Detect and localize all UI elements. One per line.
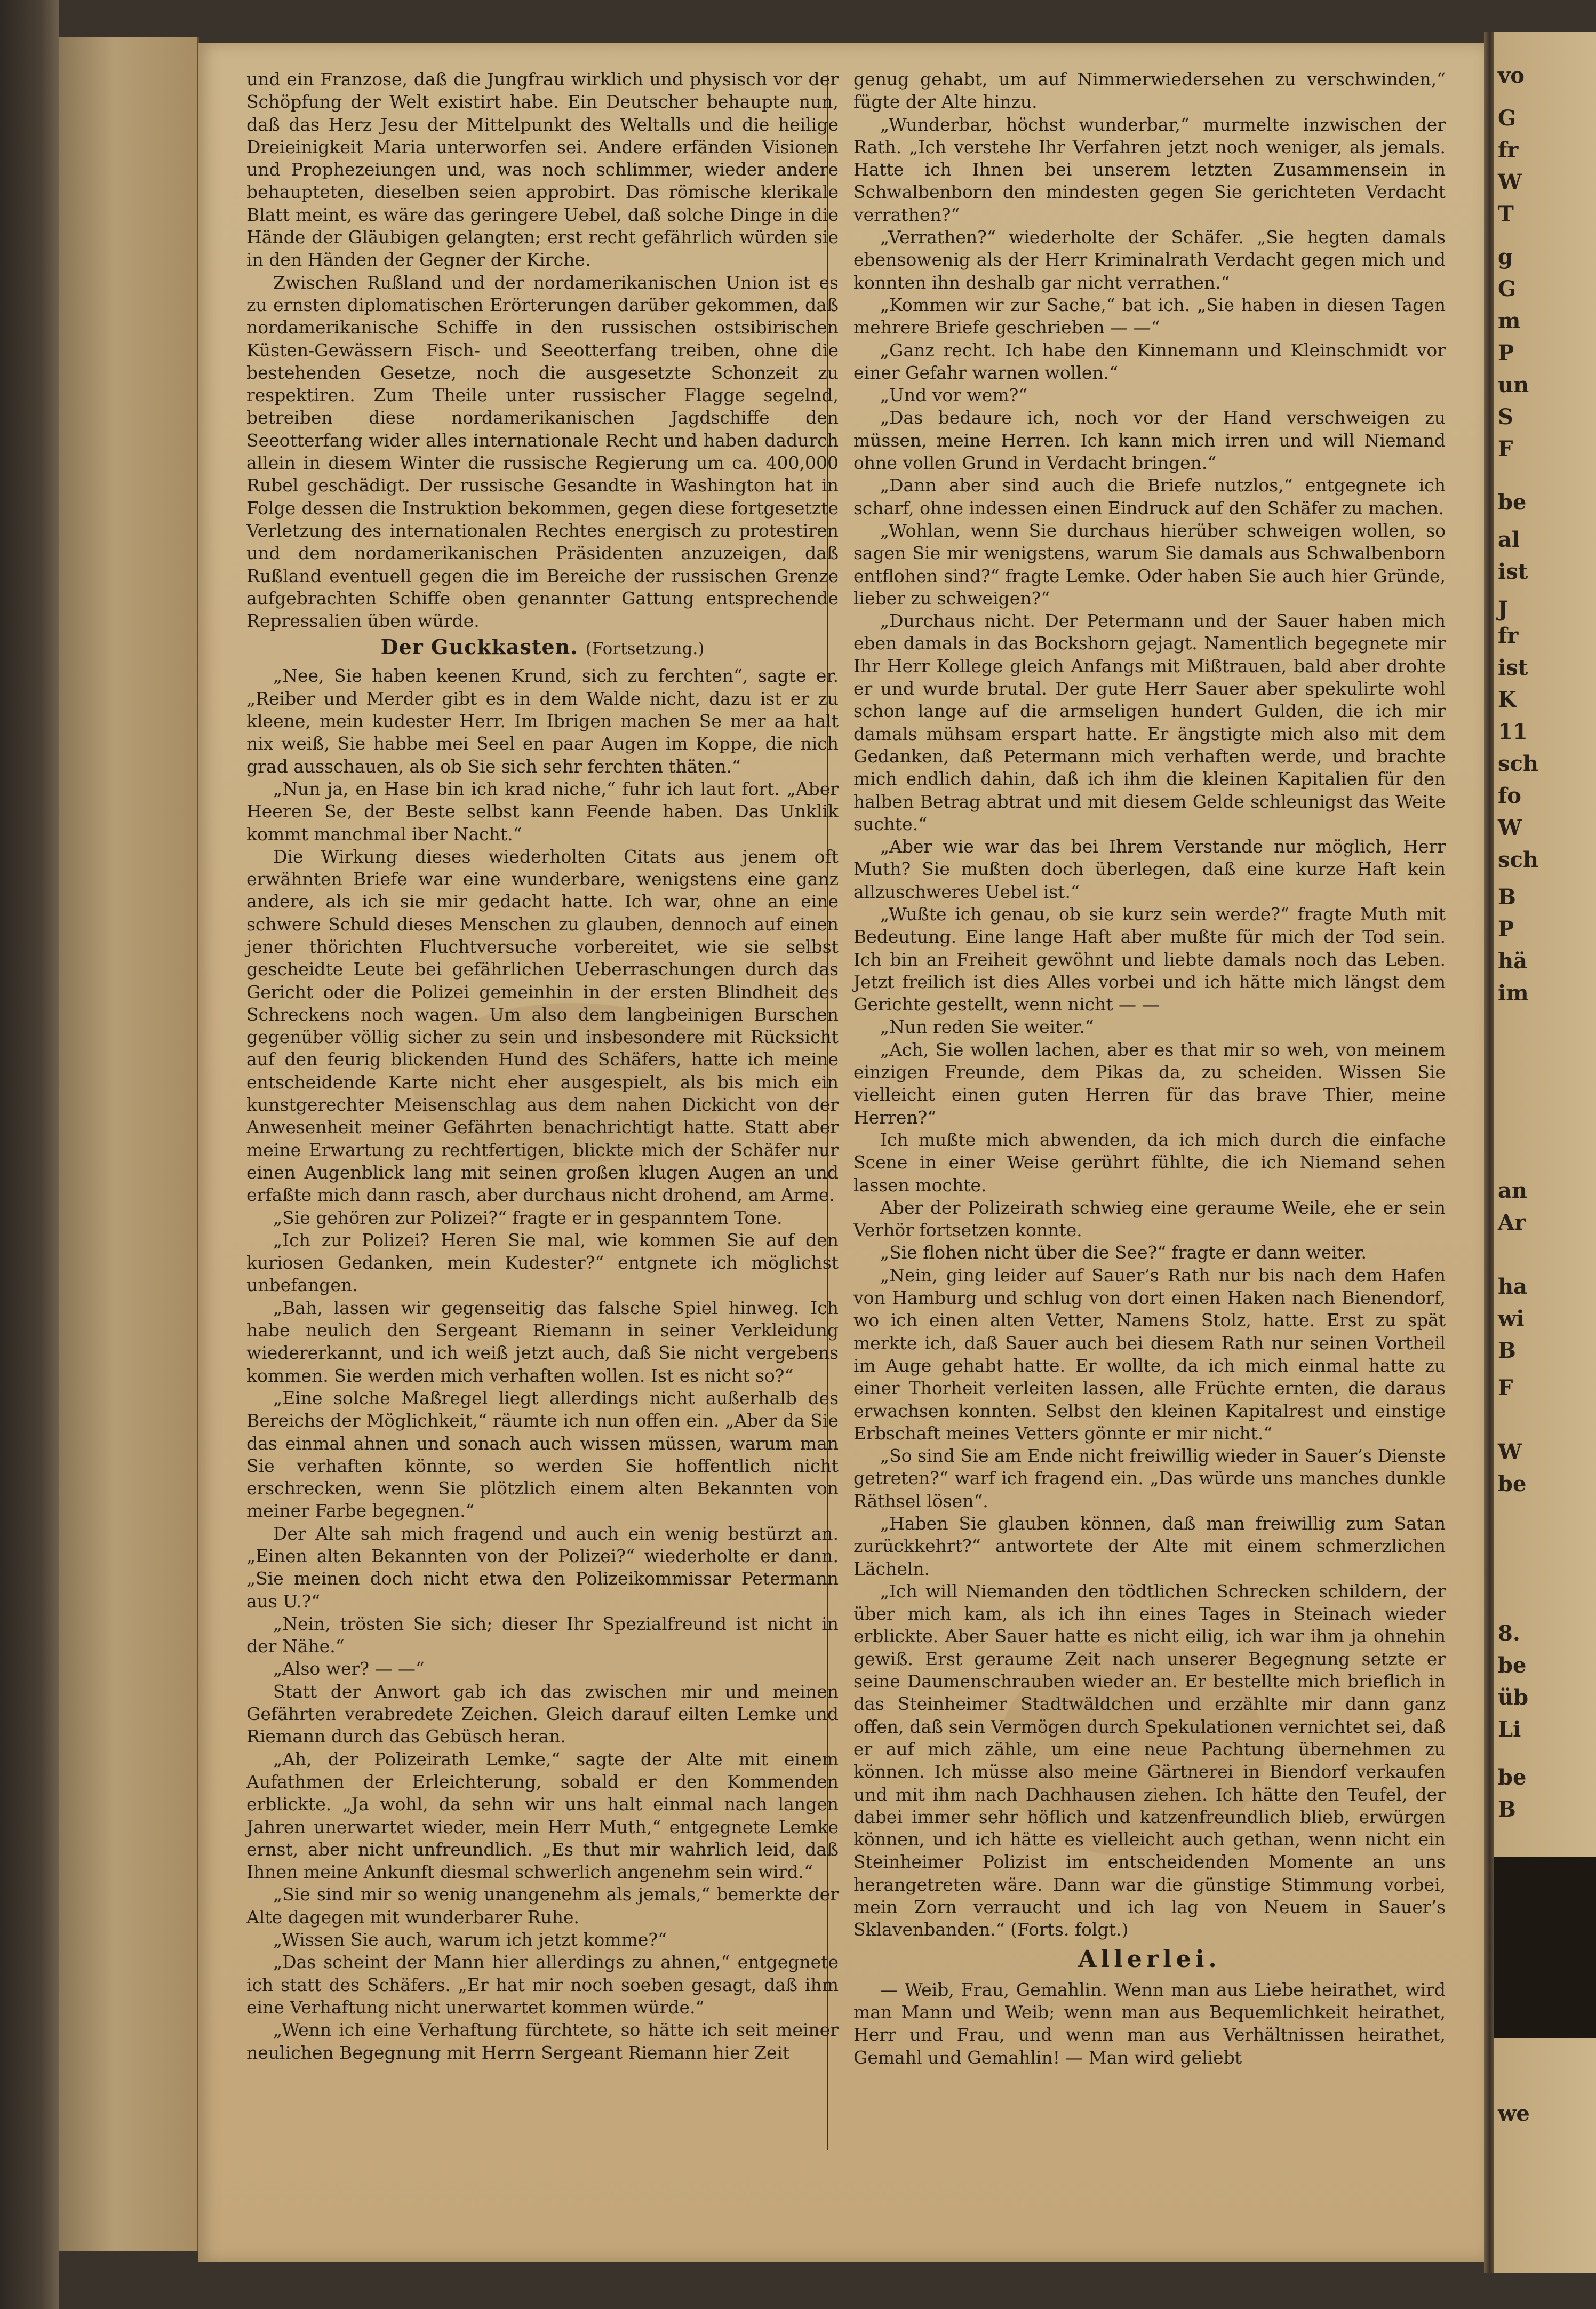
fragment-text: F xyxy=(1498,1375,1513,1400)
fragment-text: G xyxy=(1498,276,1517,301)
paragraph: „Eine solche Maßregel liegt allerdings nicht außerhalb des Bereichs der Möglichkeit,“ räumte ich nun offen ein. „Aber da Sie das einmal ahnen und sonach auch wissen müssen, warum man Sie verhaften könnte, so werden Sie hoffentlich nicht erschrecken, wenn Sie plötzlich einem alten Bekannten von meiner Farbe begegnen.“ xyxy=(246,1387,839,1522)
paragraph: „Kommen wir zur Sache,“ bat ich. „Sie haben in diesen Tagen mehrere Briefe geschrieben — —“ xyxy=(853,294,1446,338)
fragment-text: we xyxy=(1498,2101,1530,2126)
paragraph: „Wissen Sie auch, warum ich jetzt komme?“ xyxy=(273,1929,667,1950)
paragraph: und ein Franzose, daß die Jungfrau wirklich und physisch vor der Schöpfung der Welt existirt habe. Ein Deutscher behaupte nun, daß das Herz Jesu der Mittelpunkt des Weltalls und die heilige Dreieinigkeit Maria unterworfen sei. Andere erfänden Visionen und Prophezeiungen und, was noch schlimmer, wieder andere behaupteten, dieselben seien approbirt. Das römische klerikale Blatt meint, es wäre das geringere Uebel, daß solche Dinge in die Hände der Gläubigen gelangten; erst recht gefährlich würden sie in den Händen der Gegner der Kirche. xyxy=(246,69,839,270)
fragment-text: hä xyxy=(1498,949,1527,974)
left-column xyxy=(246,68,839,2064)
fragment-text: fr xyxy=(1498,623,1519,648)
fragment-text: an xyxy=(1498,1178,1527,1203)
book-binding xyxy=(0,0,59,2309)
fragment-text: sch xyxy=(1498,847,1538,872)
fragment-text: W xyxy=(1498,170,1522,195)
paragraph: „Das bedaure ich, noch vor der Hand verschweigen zu müssen, meine Herren. Ich kann mich irren und will Niemand ohne vollen Grund in Verdacht bringen.“ xyxy=(853,407,1446,474)
fragment-text: be xyxy=(1498,1471,1527,1496)
paragraph: Der Alte sah mich fragend und auch ein wenig bestürzt an. „Einen alten Bekannten von der Polizei?“ wiederholte er dann. „Sie meinen doch nicht etwa den Polizeikommissar Petermann aus U.?“ xyxy=(246,1523,839,1612)
paragraph: „Wußte ich genau, ob sie kurz sein werde?“ fragte Muth mit Bedeutung. Eine lange Haft aber mußte für mich der Tod sein. Ich bin an Freiheit gewöhnt und liebte damals noch das Leben. Jetzt freilich ist dies Alles vorbei und ich hätte mich längst dem Gerichte gestellt, wenn nicht — — xyxy=(853,903,1446,1015)
paragraph: „Durchaus nicht. Der Petermann und der Sauer haben mich eben damals in das Bockshorn gejagt. Namentlich begegnete mir Ihr Herr Kollege gleich Anfangs mit Mißtrauen, bald aber drohte er und wurde brutal. Der gute Herr Sauer aber spekulirte wohl schon lange auf die armseligen hundert Gulden, die ich mir damals mühsam erspart hatte. Er ängstigte mich also mit dem Gedanken, daß Petermann mich verhaften werde, und brachte mich endlich dahin, daß ich ihm die kleinen Kapitalien für den halben Betrag abtrat und mit diesem Gelde schleunigst das Weite suchte.“ xyxy=(853,610,1446,834)
paragraph: „Nun reden Sie weiter.“ xyxy=(880,1016,1094,1038)
intro-text xyxy=(246,68,839,632)
paragraph: „Sie flohen nicht über die See?“ fragte er dann weiter. xyxy=(880,1242,1367,1263)
paragraph: „Haben Sie glauben können, daß man freiwillig zum Satan zurückkehrt?“ antwortete der Alte mit einem schmerzlichen Lächeln. xyxy=(853,1513,1446,1579)
next-page-dark-image xyxy=(1494,1857,1596,2038)
fragment-text: fr xyxy=(1498,138,1519,163)
right-column xyxy=(853,68,1446,2069)
article-title: Der Guckkasten. xyxy=(380,635,578,659)
paragraph: genug gehabt, um auf Nimmerwiedersehen zu verschwinden,“ fügte der Alte hinzu. xyxy=(853,69,1446,113)
fragment-text: J xyxy=(1498,596,1508,622)
story-text xyxy=(853,68,1446,1941)
fragment-text: be xyxy=(1498,1765,1527,1790)
fragment-text: ist xyxy=(1498,559,1528,584)
fragment-text: B xyxy=(1498,885,1516,910)
paragraph: „Nein, ging leider auf Sauer’s Rath nur bis nach dem Hafen von Hamburg und schlug von dort einen Haken nach Bienendorf, wo ich einen alten Vetter, Namens Stolz, hatte. Erst zu spät merkte ich, daß Sauer auch bei diesem Rath nur seinen Vortheil im Auge gehabt hatte. Er wollte, da ich mich einmal hatte zu einer Thorheit verleiten lassen, alle Früchte ernten, die daraus erwachsen konnten. Selbst den kleinen Kapitalrest und einstige Erbschaft meines Vetters gönnte er mir nicht.“ xyxy=(853,1264,1446,1444)
paragraph: Aber der Polizeirath schwieg eine geraume Weile, ehe er sein Verhör fortsetzen konnte. xyxy=(853,1197,1446,1241)
fragment-text: m xyxy=(1498,308,1521,333)
fragment-text: un xyxy=(1498,372,1529,397)
fragment-text: wi xyxy=(1498,1306,1525,1331)
paragraph: Statt der Anwort gab ich das zwischen mir und meinen Gefährten verabredete Zeichen. Gleich darauf eilten Lemke und Riemann durch das Gebüsch heran. xyxy=(246,1681,839,1747)
fragment-text: Ar xyxy=(1498,1210,1526,1235)
fragment-text: fo xyxy=(1498,783,1521,808)
paragraph: „Bah, lassen wir gegenseitig das falsche Spiel hinweg. Ich habe neulich den Sergeant Riemann in seiner Verkleidung wiedererkannt, und ich weiß jetzt auch, daß Sie nicht vergebens kommen. Sie werden mich verhaften wollen. Ist es nicht so?“ xyxy=(246,1297,839,1386)
paragraph: „Aber wie war das bei Ihrem Verstande nur möglich, Herr Muth? Sie mußten doch überlegen, daß eine kurze Haft kein allzuschweres Uebel ist.“ xyxy=(853,836,1446,902)
paragraph: „Ich zur Polizei? Heren Sie mal, wie kommen Sie auf den kuriosen Gedanken, mein Kudester?“ entgnete ich möglichst unbefangen. xyxy=(246,1229,839,1296)
paragraph: „Ach, Sie wollen lachen, aber es that mir so weh, von meinem einzigen Freunde, dem Pikas da, zu scheiden. Wissen Sie vielleicht einen guten Herren für das brave Thier, meine Herren?“ xyxy=(853,1039,1446,1128)
paragraph: „Ich will Niemanden den tödtlichen Schrecken schildern, der über mich kam, als ich ihn eines Tages in Steinach wieder erblickte. Aber Sauer hatte es nicht eilig, ich war ihm ja ohnehin gewiß. Erst geraume Zeit nach unserer Begegnung setzte er seine Daumenschrauben wieder an. Er bestellte mich brieflich in das Steinheimer Stadtwäldchen und erzählte mir dann ganz offen, daß sein Vermögen durch Spekulationen vernichtet sei, daß er auf mich zähle, um eine neue Pachtung übernehmen zu können. Ich müsse also meine Gärtnerei in Biendorf verkaufen und mit ihm nach Dachhausen ziehen. Ich hätte den Teufel, der dabei immer sehr höflich und katzenfreundlich blieb, erwürgen können, und ich hätte es vielleicht auch gethan, wenn nicht ein Steinheimer Polizist im entscheidenden Momente an uns herangetreten wäre. Dann war die günstige Stimmung vorbei, mein Zorn verraucht und ich lag von Neuem in Sauer’s Sklavenbanden.“ (Forts. folgt.) xyxy=(853,1580,1446,1940)
paragraph: Ich mußte mich abwenden, da ich mich durch die einfache Scene in einer Weise gerührt fühlte, die ich Niemand sehen lassen mochte. xyxy=(853,1129,1446,1196)
paragraph: „Und vor wem?“ xyxy=(880,385,1028,406)
next-page-edge xyxy=(1494,32,1596,2273)
fragment-text: vo xyxy=(1498,63,1525,88)
fragment-text: im xyxy=(1498,981,1529,1006)
paragraph: „Sie gehören zur Polizei?“ fragte er in gespanntem Tone. xyxy=(273,1207,783,1228)
fragment-text: be xyxy=(1498,1653,1527,1678)
paragraph: Zwischen Rußland und der nordamerikanischen Union ist es zu ernsten diplomatischen Erörterungen darüber gekommen, daß nordamerikanische Schiffe in den russischen ostsibirischen Küsten-Gewässern Fisch- und Seeotterfang treiben, ohne die bestehenden Gesetze, noch die ausgesetzte Schonzeit zu respektiren. Zum Theile unter russischer Flagge segelnd, betreiben diese nordamerikanischen Jagdschiffe den Seeotterfang wider alles internationale Recht und haben dadurch allein in diesem Winter die russische Regierung um ca. 400,000 Rubel geschädigt. Der russische Gesandte in Washington hat in Folge dessen die Instruktion bekommen, gegen diese fortgesetzte Verletzung des internationalen Rechtes energisch zu protestiren und dem nordamerikanischen Präsidenten anzuzeigen, daß Rußland eventuell gegen die im Bereiche der russischen Grenze aufgebrachten Schiffe oben genannter Gattung entsprechende Repressalien üben würde. xyxy=(246,272,839,632)
allerlei-paragraph: — Weib, Frau, Gemahlin. Wenn man aus Liebe heirathet, wird man Mann und Weib; wenn man aus Bequemlichkeit heirathet, Herr und Frau, und wenn man aus Verhältnissen heirathet, Gemahl und Gemahlin! — Man wird geliebt xyxy=(853,1979,1446,2068)
fragment-text: 8. xyxy=(1498,1621,1520,1646)
paragraph: „Wunderbar, höchst wunderbar,“ murmelte inzwischen der Rath. „Ich verstehe Ihr Verfahren jetzt noch weniger, als jemals. Hatte ich Ihnen bei unserem letzten Zusammensein in Schwalbenborn den mindesten gegen Sie gerichteten Verdacht verrathen?“ xyxy=(853,114,1446,225)
fragment-text: W xyxy=(1498,815,1522,840)
fragment-text: S xyxy=(1498,404,1513,429)
fragment-text: Li xyxy=(1498,1717,1521,1742)
section-heading: Allerlei. xyxy=(1078,1945,1221,1973)
paragraph: „Nein, trösten Sie sich; dieser Ihr Spezialfreund ist nicht in der Nähe.“ xyxy=(246,1613,839,1657)
paragraph: „Nee, Sie haben keenen Krund, sich zu ferchten“, sagte er. „Reiber und Merder gibt es in dem Walde nicht, dazu ist er zu kleene, mein kudester Herr. Im Ibrigen machen Se mer aa halt nix weiß, Sie habbe mei Seel en paar Augen im Koppe, die nich grad ausschauen, als ob Sie sich sehr ferchten thäten.“ xyxy=(246,665,839,777)
paragraph: Die Wirkung dieses wiederholten Citats aus jenem oft erwähnten Briefe war eine wunderbare, wenigstens eine ganz andere, als ich sie mir gedacht hatte. Ich war, ohne an eine schwere Schuld dieses Menschen zu glauben, dennoch auf einen jener thörichten Fluchtversuche vorbereitet, wie sie selbst gescheidte Leute bei gefährlichen Ueberraschungen durch das Gericht oder die Polizei gemeinhin in der ersten Blindheit des Schreckens noch wagen. Um also dem langbeinigen Burschen gegenüber völlig sicher zu sein und insbesondere mit Rücksicht auf den feurig blickenden Hund des Schäfers, hatte ich meine entscheidende Karte nicht eher ausgespielt, als bis mich ein kunstgerechter Meisenschlag aus dem nahen Dickicht von der Anwesenheit meiner Gefährten benachrichtigt hatte. Statt aber meine Erwartung zu rechtfertigen, blickte mich der Schäfer nur einen Augenblick lang mit seinen großen klugen Augen an und erfaßte mich dann rasch, aber durchaus nicht drohend, am Arme. xyxy=(246,846,839,1206)
paragraph: „Wohlan, wenn Sie durchaus hierüber schweigen wollen, so sagen Sie mir wenigstens, warum Sie damals aus Schwalbenborn entflohen sind?“ fragte Lemke. Oder haben Sie auch hier Gründe, lieber zu schweigen?“ xyxy=(853,520,1446,609)
paragraph: „Also wer? — —“ xyxy=(273,1658,425,1679)
fragment-text: K xyxy=(1498,687,1517,712)
fragment-text: ist xyxy=(1498,655,1528,680)
fragment-text: F xyxy=(1498,436,1513,461)
paragraph: „So sind Sie am Ende nicht freiwillig wieder in Sauer’s Dienste getreten?“ warf ich fragend ein. „Das würde uns manches dunkle Räthsel lösen“. xyxy=(853,1445,1446,1511)
paragraph: „Ganz recht. Ich habe den Kinnemann und Kleinschmidt vor einer Gefahr warnen wollen.“ xyxy=(853,339,1446,383)
fragment-text: T xyxy=(1498,202,1514,227)
fragment-text: P xyxy=(1498,340,1514,365)
paragraph: „Wenn ich eine Verhaftung fürchtete, so hätte ich seit meiner neulichen Begegnung mit Herrn Sergeant Riemann hier Zeit xyxy=(246,2019,839,2063)
article-heading xyxy=(246,634,839,662)
previous-page-edge xyxy=(59,37,200,2251)
paragraph: „Nun ja, en Hase bin ich krad niche,“ fuhr ich laut fort. „Aber Heeren Se, der Beste selbst kann Feende haben. Das Unklik kommt manchmal iber Nacht.“ xyxy=(246,778,839,845)
paragraph: „Verrathen?“ wiederholte der Schäfer. „Sie hegten damals ebensowenig als der Herr Kriminalrath Verdacht gegen mich und konnten ihn deshalb gar nicht verrathen.“ xyxy=(853,227,1446,293)
article-continuation-note: (Fortsetzung.) xyxy=(585,639,705,659)
fragment-text: B xyxy=(1498,1797,1516,1822)
fragment-text: g xyxy=(1498,244,1513,269)
fragment-text: al xyxy=(1498,527,1520,552)
fragment-text: P xyxy=(1498,917,1514,942)
fragment-text: G xyxy=(1498,106,1517,131)
fragment-text: W xyxy=(1498,1439,1522,1464)
newspaper-page xyxy=(198,43,1484,2262)
paragraph: „Sie sind mir so wenig unangenehm als jemals,“ bemerkte der Alte dagegen mit wunderbarer Ruhe. xyxy=(246,1884,839,1928)
paragraph: „Das scheint der Mann hier allerdings zu ahnen,“ entgegnete ich statt des Schäfers. „Er hat mir noch soeben gesagt, daß ihm eine Verhaftung nicht unerwartet kommen würde.“ xyxy=(246,1952,839,2018)
paragraph: „Ah, der Polizeirath Lemke,“ sagte der Alte mit einem Aufathmen der Erleichterung, sobald er den Kommenden erblickte. „Ja wohl, da sehn wir uns halt einmal nach langen Jahren unerwartet wieder, mein Herr Muth,“ entgegnete Lemke ernst, aber nicht unfreundlich. „Es thut mir wahrlich leid, daß Ihnen meine Ankunft diesmal schwerlich angenehm sein wird.“ xyxy=(246,1748,839,1883)
story-text xyxy=(246,665,839,2064)
fragment-text: sch xyxy=(1498,751,1538,776)
fragment-text: B xyxy=(1498,1338,1516,1363)
fragment-text: ha xyxy=(1498,1274,1527,1299)
fragment-text: 11 xyxy=(1498,719,1528,744)
fragment-text: üb xyxy=(1498,1685,1529,1710)
paragraph: „Dann aber sind auch die Briefe nutzlos,“ entgegnete ich scharf, ohne indessen einen Eindruck auf den Schäfer zu machen. xyxy=(853,475,1446,519)
fragment-text: be xyxy=(1498,490,1527,515)
